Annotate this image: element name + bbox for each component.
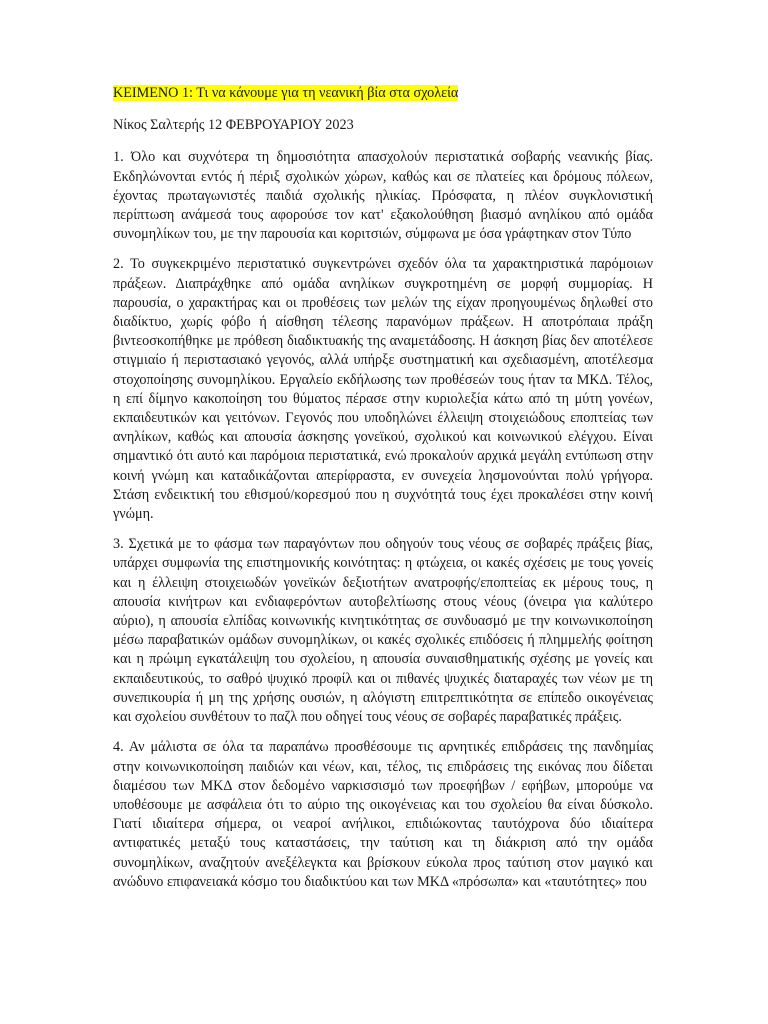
paragraph-3: 3. Σχετικά με το φάσμα των παραγόντων που οδηγούν τους νέους σε σοβαρές πράξεις βίας, υπάρχει συμφωνία της επιστημονικής κοινότητας: η φτώχεια, οι κακές σχέσεις με τους γονείς και η έλλειψη στοιχειωδών γονεϊκών δεξιοτήτων ανατροφής/εποπτείας εκ μέρους τους, η απουσία κινήτρων και ενδιαφερόντων αυτοβελτίωσης στους νέους (όνειρα για καλύτερο αύριο), η απουσία ελπίδας κοινωνικής κινητικότητας σε συνδυασμό με την κοινωνικοποίηση μέσω παραβατικών ομάδων συνομηλίκων, οι κακές σχολικές επιδόσεις ή πλημμελής φοίτηση και η πρώιμη εγκατάλειψη του σχολείου, η απουσία συναισθηματικής σχέσης με γονείς και εκπαιδευτικούς, το σαθρό ψυχικό προφίλ και οι πιθανές ψυχικές διαταραχές των νέων με τη συνεπικουρία ή μη της χρήσης ουσιών, η αλόγιστη επιτρεπτικότητα σε επίπεδο οικογένειας και σχολείου συνθέτουν το παζλ που οδηγεί τους νέους σε σοβαρές παραβατικές πράξεις.	[113, 536, 653, 726]
paragraph-4: 4. Αν μάλιστα σε όλα τα παραπάνω προσθέσουμε τις αρνητικές επιδράσεις της πανδημίας στην κοινωνικοποίηση παιδιών και νέων, και, τέλος, τις επιδράσεις της εικόνας που δίδεται διαμέσου των ΜΚΔ στον δεδομένο ναρκισσισμό των προεφήβων / εφήβων, μπορούμε να υποθέσουμε με ασφάλεια ότι το αύριο της οικογένειας και του σχολείου θα είναι δύσκολο. Γιατί ιδιαίτερα σήμερα, οι νεαροί ανήλικοι, επιδιώκοντας ταυτόχρονα δύο ιδιαίτερα αντιφατικές μεταξύ τους καταστάσεις, την ταύτιση και τη διάκριση από την ομάδα συνομηλίκων, αναζητούν ανεξέλεγκτα και βρίσκουν εύκολα προς ταύτιση στον μαγικό και ανώδυνο επιφανειακά κόσμο του διαδικτύου και των ΜΚΔ «πρόσωπα» και «ταυτότητες» που	[113, 739, 653, 890]
document-page	[113, 84, 653, 903]
highlighted-title-text: ΚΕΙΜΕΝΟ 1: Τι να κάνουμε για τη νεανική βία στα σχολεία	[113, 85, 459, 101]
paragraph-2: 2. Το συγκεκριμένο περιστατικό συγκεντρώνει σχεδόν όλα τα χαρακτηριστικά παρόμοιων πράξεων. Διαπράχθηκε από ομάδα ανηλίκων συγκροτημένη σε μορφή συμμορίας. Η παρουσία, ο χαρακτήρας και οι προθέσεις των μελών της είχαν προηγουμένως δηλωθεί στο διαδίκτυο, χωρίς φόβο ή αίσθηση τέλεσης παρανόμων πράξεων. Η αποτρόπαια πράξη βιντεοσκοπήθηκε με πρόθεση διαδικτυακής της αναμετάδοσης. Η άσκηση βίας δεν αποτέλεσε στιγμιαίο ή περιστασιακό γεγονός, αλλά υπήρξε συστηματική και σχεδιασμένη, αποτέλεσμα στοχοποίησης συνομηλίκου. Εργαλείο εκδήλωσης των προθέσεών τους ήταν τα ΜΚΔ. Τέλος, η επί δίμηνο κακοποίηση του θύματος πέρασε στην κυριολεξία κάτω από τη μύτη γονέων, εκπαιδευτικών και γειτόνων. Γεγονός που υποδηλώνει έλλειψη στοιχειώδους εποπτείας των ανηλίκων, καθώς και απουσία άσκησης γονεϊκού, σχολικού και κοινωνικού ελέγχου. Είναι σημαντικό ότι αυτό και παρόμοια περιστατικά, ενώ προκαλούν αρχικά μεγάλη εντύπωση στην κοινή γνώμη και καταδικάζονται απερίφραστα, εν συνεχεία λησμονούνται πολύ γρήγορα. Στάση ενδεικτική του εθισμού/κορεσμού που η συχνότητά τους έχει προκαλέσει στην κοινή γνώμη.	[113, 256, 653, 523]
document-title	[113, 84, 653, 103]
paragraph-1: 1. Όλο και συχνότερα τη δημοσιότητα απασχολούν περιστατικά σοβαρής νεανικής βίας. Εκδηλώνονται εντός ή πέριξ σχολικών χώρων, καθώς και σε πλατείες και δρόμους πόλεων, έχοντας πρωταγωνιστές παιδιά σχολικής ηλικίας. Πρόσφατα, η πλέον συγκλονιστική περίπτωση ανάμεσά τους αφορούσε τον κατ' εξακολούθηση βιασμό ανηλίκου από ομάδα συνομηλίκων του, με την παρουσία και κοριτσιών, σύμφωνα με όσα γράφτηκαν στον Τύπο	[113, 149, 653, 243]
author-date-line: Νίκος Σαλτερής 12 ΦΕΒΡΟΥΑΡΙΟΥ 2023	[113, 117, 354, 134]
